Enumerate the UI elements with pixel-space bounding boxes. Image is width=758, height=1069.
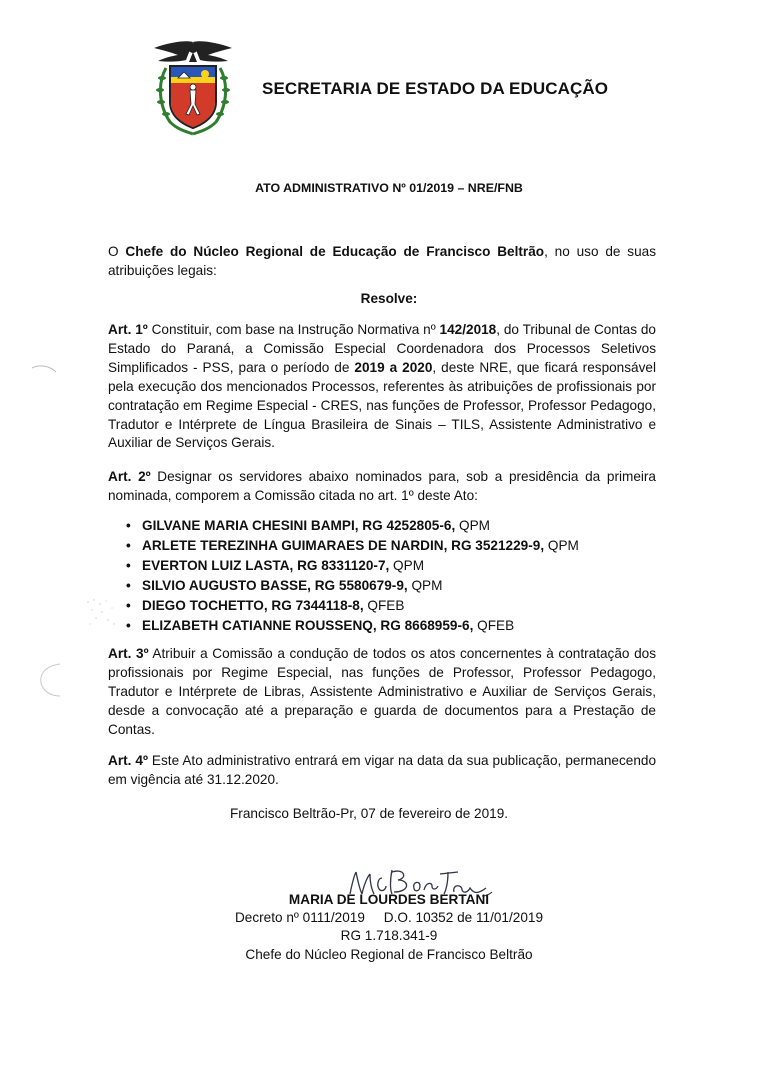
member-name: GILVANE MARIA CHESINI BAMPI, RG 4252805-6, <box>142 518 456 533</box>
member-role: QPM <box>407 577 443 593</box>
article-1-text-2: , do Tribunal de Contas do Estado do Paraná, a Comissão Especial Coordenadora dos Processos Seletivos Simplificados - PSS, para o período de <box>108 322 656 375</box>
article-2 <box>108 468 656 506</box>
member-role: QPM <box>544 537 579 553</box>
signatory-rg: RG 1.718.341-9 <box>340 928 438 944</box>
act-title: ATO ADMINISTRATIVO Nº 01/2019 – NRE/FNB <box>255 181 523 195</box>
member-role: QFEB <box>363 597 405 613</box>
article-1-text-1: Constituir, com base na Instrução Normativa nº <box>147 322 440 337</box>
article-4-label: Art. 4º <box>108 753 148 768</box>
article-1-period: 2019 a 2020 <box>354 359 433 375</box>
scan-artifact <box>34 660 64 700</box>
bullet: • <box>126 617 131 633</box>
place-and-date: Francisco Beltrão-Pr, 07 de fevereiro de 2019. <box>230 806 509 821</box>
intro-authority: Chefe do Núcleo Regional de Educação de Francisco Beltrão <box>125 244 545 259</box>
list-item <box>126 576 579 596</box>
member-role: QPM <box>389 557 425 573</box>
scan-artifact <box>84 596 120 630</box>
article-2-label: Art. 2º <box>108 469 151 484</box>
article-3-label: Art. 3º <box>108 646 149 661</box>
article-1-text-3: , deste NRE, que ficará responsável pela execução dos mencionados Processos, referentes às atribuições de profissionais por contratação em Regime Especial - CRES, nas funções de Professor, Professor Pedagogo, Tradutor e Intérprete de Língua Brasileira de Sinais – TILS, Assistente Administrativo e Auxiliar de Serviços Gerais. <box>108 359 656 451</box>
parana-coat-of-arms-icon <box>148 38 238 136</box>
department-title: SECRETARIA DE ESTADO DA EDUCAÇÃO <box>262 79 609 98</box>
member-role: QFEB <box>473 617 515 633</box>
list-item <box>126 616 579 636</box>
signatory-decree: Decreto nº 0111/2019 D.O. 10352 de 11/01/2019 <box>234 910 544 926</box>
list-item <box>126 556 579 576</box>
bullet: • <box>126 518 131 533</box>
intro-suffix: , no uso de suas atribuições legais: <box>108 244 657 278</box>
article-1-norm: 142/2018 <box>439 322 497 337</box>
list-item <box>126 536 579 556</box>
intro-prefix: O <box>108 244 126 259</box>
article-3-text: Atribuir a Comissão a condução de todos os atos concernentes à contratação dos profissionais por Regime Especial, nas funções de Professor, Professor Pedagogo, Tradutor e Intérprete de Libras, Assistente Administrativo e Auxiliar de Serviços Gerais, desde a convocação até a preparação e guarda de documentos para a Prestação de Contas. <box>108 646 656 737</box>
resolve-heading: Resolve: <box>360 291 418 306</box>
member-name: ARLETE TEREZINHA GUIMARAES DE NARDIN, RG 3521229-9, <box>142 537 545 553</box>
member-name: DIEGO TOCHETTO, RG 7344118-8, <box>142 597 364 613</box>
signature-block <box>0 891 758 964</box>
member-name: ELIZABETH CATIANNE ROUSSENQ, RG 8668959-6, <box>142 617 474 633</box>
member-name: EVERTON LUIZ LASTA, RG 8331120-7, <box>142 557 390 573</box>
signatory-name: MARIA DE LOURDES BERTANI <box>288 892 490 907</box>
bullet: • <box>126 597 131 613</box>
bullet: • <box>126 577 131 593</box>
article-4-text: Este Ato administrativo entrará em vigar na data da sua publicação, permanecendo em vigência até 31.12.2020. <box>108 753 657 787</box>
list-item <box>126 596 579 616</box>
member-role: QPM <box>455 518 490 533</box>
article-1 <box>108 321 656 453</box>
scan-artifact <box>30 362 60 386</box>
intro-paragraph <box>108 243 656 281</box>
article-2-text: Designar os servidores abaixo nominados para, sob a presidência da primeira nominada, comporem a Comissão citada no art. 1º deste Ato: <box>108 469 656 503</box>
bullet: • <box>126 537 131 553</box>
article-4 <box>108 752 656 790</box>
list-item <box>126 516 579 536</box>
bullet: • <box>126 557 131 573</box>
signatory-role: Chefe do Núcleo Regional de Francisco Beltrão <box>245 946 533 962</box>
article-3 <box>108 645 656 740</box>
committee-members-list <box>126 516 579 635</box>
member-name: SILVIO AUGUSTO BASSE, RG 5580679-9, <box>142 577 408 593</box>
article-1-label: Art. 1º <box>108 322 148 337</box>
